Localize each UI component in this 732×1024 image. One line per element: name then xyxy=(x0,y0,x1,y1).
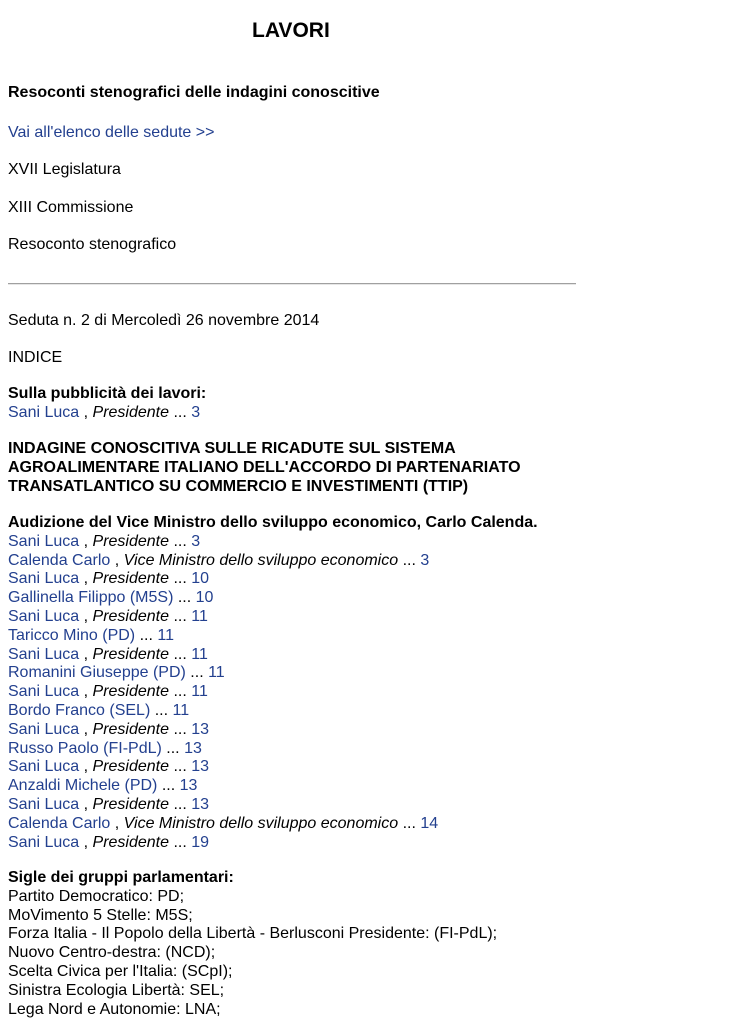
index-entry xyxy=(8,664,538,683)
speaker-role: Vice Ministro dello sviluppo economico xyxy=(123,814,399,832)
index-label: INDICE xyxy=(8,349,63,366)
groups-list xyxy=(8,888,497,1020)
page-link[interactable]: 14 xyxy=(420,814,439,832)
page-link[interactable]: 13 xyxy=(184,739,202,757)
entry-dots: ... xyxy=(135,626,158,644)
publicity-section xyxy=(8,385,206,423)
entry-separator: , xyxy=(79,532,93,550)
hearing-heading: Audizione del Vice Ministro dello sviluppo economico, Carlo Calenda. xyxy=(8,514,538,531)
speaker-link[interactable]: Sani Luca xyxy=(8,795,80,813)
speaker-link[interactable]: Russo Paolo (FI-PdL) xyxy=(8,739,162,757)
index-entry xyxy=(8,533,538,552)
index-entry xyxy=(8,721,538,740)
entry-dots: ... xyxy=(169,720,192,738)
speaker-role: Presidente xyxy=(92,683,170,701)
index-entry xyxy=(8,777,538,796)
speaker-link[interactable]: Taricco Mino (PD) xyxy=(8,626,136,644)
speaker-link[interactable]: Sani Luca xyxy=(8,758,80,776)
publicity-heading: Sulla pubblicità dei lavori: xyxy=(8,385,207,402)
speaker-link[interactable]: Sani Luca xyxy=(8,645,80,663)
index-entry xyxy=(8,404,206,423)
entry-separator: , xyxy=(79,403,93,421)
index-entry xyxy=(8,758,538,777)
entry-separator: , xyxy=(110,814,124,832)
speaker-link[interactable]: Sani Luca xyxy=(8,403,80,421)
group-item: Scelta Civica per l'Italia: (SCpI); xyxy=(8,962,233,980)
index-entry xyxy=(8,627,538,646)
speaker-link[interactable]: Sani Luca xyxy=(8,570,80,588)
speaker-role: Presidente xyxy=(92,532,170,550)
entry-separator: , xyxy=(79,607,93,625)
page-link[interactable]: 19 xyxy=(191,833,210,851)
speaker-link[interactable]: Anzaldi Michele (PD) xyxy=(8,777,158,795)
page-link[interactable]: 13 xyxy=(179,777,198,795)
page-link[interactable]: 11 xyxy=(157,626,174,644)
entry-separator: , xyxy=(79,833,93,851)
inquiry-heading: INDAGINE CONOSCITIVA SULLE RICADUTE SUL SISTEMA AGROALIMENTARE ITALIANO DELL'ACCORDO DI PARTENARIATO TRANSATLANTICO SU COMMERCIO E INVESTIMENTI (TTIP) xyxy=(8,440,521,495)
speaker-role: Presidente xyxy=(92,795,170,813)
index-entry xyxy=(8,552,538,571)
groups-section xyxy=(8,869,497,1019)
page-link[interactable]: 13 xyxy=(191,758,210,776)
entry-separator: , xyxy=(79,795,93,813)
index-entry xyxy=(8,702,538,721)
entry-separator: , xyxy=(79,645,93,663)
speaker-link[interactable]: Sani Luca xyxy=(8,720,80,738)
speaker-link[interactable]: Bordo Franco (SEL) xyxy=(8,701,151,719)
entry-separator: , xyxy=(79,570,93,588)
section-subtitle: Resoconti stenografici delle indagini conoscitive xyxy=(8,84,380,101)
entry-dots: ... xyxy=(169,645,192,663)
entry-dots: ... xyxy=(169,607,192,625)
group-item: Nuovo Centro-destra: (NCD); xyxy=(8,944,216,962)
groups-heading: Sigle dei gruppi parlamentari: xyxy=(8,869,234,886)
speaker-role: Presidente xyxy=(92,758,170,776)
entry-dots: ... xyxy=(398,814,421,832)
index-entry xyxy=(8,589,538,608)
group-item: Sinistra Ecologia Libertà: SEL; xyxy=(8,981,225,999)
page-link[interactable]: 11 xyxy=(208,664,225,682)
speaker-link[interactable]: Gallinella Filippo (M5S) xyxy=(8,589,174,607)
speaker-link[interactable]: Romanini Giuseppe (PD) xyxy=(8,664,186,682)
page-link[interactable]: 3 xyxy=(191,403,201,421)
entry-separator: , xyxy=(79,683,93,701)
entry-separator: , xyxy=(79,720,93,738)
page-link[interactable]: 11 xyxy=(191,683,208,701)
speaker-role: Presidente xyxy=(92,570,170,588)
entry-dots: ... xyxy=(169,570,192,588)
speaker-role: Presidente xyxy=(92,833,170,851)
page-title: LAVORI xyxy=(252,19,330,42)
page-link[interactable]: 3 xyxy=(191,532,201,550)
entry-dots: ... xyxy=(169,758,192,776)
divider xyxy=(8,283,576,285)
speaker-role: Presidente xyxy=(92,720,170,738)
page-link[interactable]: 3 xyxy=(420,551,430,569)
speaker-link[interactable]: Sani Luca xyxy=(8,532,80,550)
group-item: Lega Nord e Autonomie: LNA; xyxy=(8,1000,221,1018)
entry-dots: ... xyxy=(169,795,192,813)
speaker-link[interactable]: Calenda Carlo xyxy=(8,551,111,569)
speaker-link[interactable]: Sani Luca xyxy=(8,683,80,701)
legislature-label: XVII Legislatura xyxy=(8,161,121,178)
page-link[interactable]: 10 xyxy=(195,589,214,607)
entry-dots: ... xyxy=(169,683,192,701)
page-link[interactable]: 10 xyxy=(191,570,210,588)
index-entry xyxy=(8,683,538,702)
entry-dots: ... xyxy=(169,833,192,851)
page-link[interactable]: 13 xyxy=(191,795,210,813)
speaker-role: Presidente xyxy=(92,403,170,421)
entry-dots: ... xyxy=(185,664,209,682)
speaker-link[interactable]: Sani Luca xyxy=(8,607,80,625)
entry-dots: ... xyxy=(157,777,180,795)
entry-dots: ... xyxy=(173,589,196,607)
speaker-role: Presidente xyxy=(92,607,170,625)
index-entry xyxy=(8,796,538,815)
entry-separator: , xyxy=(79,758,93,776)
commission-label: XIII Commissione xyxy=(8,199,134,216)
index-entry xyxy=(8,815,538,834)
index-entry xyxy=(8,740,538,759)
group-item: MoVimento 5 Stelle: M5S; xyxy=(8,906,193,924)
index-entry xyxy=(8,570,538,589)
index-entry xyxy=(8,608,538,627)
index-entry xyxy=(8,834,538,853)
index-entry xyxy=(8,646,538,665)
speaker-link[interactable]: Calenda Carlo xyxy=(8,814,111,832)
entry-dots: ... xyxy=(169,403,192,421)
group-item: Partito Democratico: PD; xyxy=(8,887,185,905)
entry-dots: ... xyxy=(161,739,185,757)
group-item: Forza Italia - Il Popolo della Libertà - Berlusconi Presidente: (FI-PdL); xyxy=(8,925,498,943)
speaker-role: Presidente xyxy=(92,645,170,663)
entry-dots: ... xyxy=(169,532,192,550)
entry-dots: ... xyxy=(398,551,421,569)
hearing-entries-list xyxy=(8,533,538,853)
entry-separator: , xyxy=(110,551,124,569)
speaker-link[interactable]: Sani Luca xyxy=(8,833,80,851)
hearing-section xyxy=(8,514,538,852)
page-link[interactable]: 11 xyxy=(172,701,190,719)
speaker-role: Vice Ministro dello sviluppo economico xyxy=(123,551,399,569)
session-date: Seduta n. 2 di Mercoledì 26 novembre 2014 xyxy=(8,312,320,329)
doc-type-label: Resoconto stenografico xyxy=(8,236,177,253)
page-link[interactable]: 11 xyxy=(191,645,208,663)
page-link[interactable]: 13 xyxy=(191,720,210,738)
entry-dots: ... xyxy=(150,701,173,719)
page-link[interactable]: 11 xyxy=(191,607,208,625)
sessions-list-link[interactable]: Vai all'elenco delle sedute >> xyxy=(8,124,215,141)
